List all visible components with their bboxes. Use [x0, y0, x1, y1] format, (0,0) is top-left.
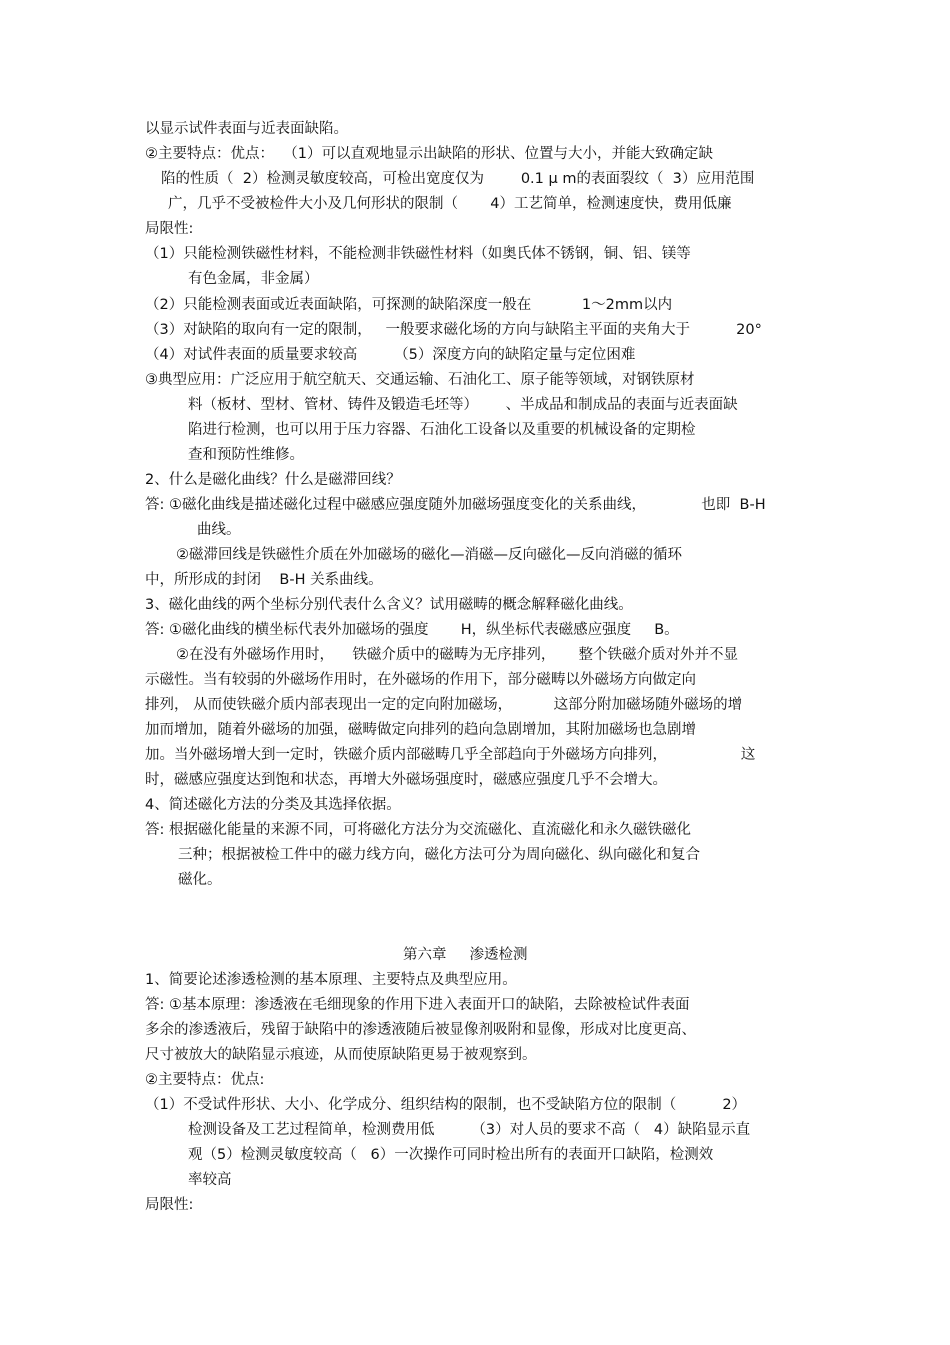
text-line: 中，所形成的封闭 B-H 关系曲线。: [145, 572, 383, 588]
text-line: 查和预防性维修。: [188, 447, 304, 463]
text-line: 加而增加，随着外磁场的加强，磁畴做定向排列的趋向急剧增加，其附加磁场也急剧增: [145, 722, 696, 738]
text-line: 有色金属，非金属）: [188, 271, 319, 287]
text-line: ②在没有外磁场作用时， 铁磁介质中的磁畴为无序排列， 整个铁磁介质对外并不显: [176, 647, 738, 663]
question-heading: 3、磁化曲线的两个坐标分别代表什么含义？试用磁畴的概念解释磁化曲线。: [145, 597, 633, 613]
text-line: 陷的性质（ 2）检测灵敏度较高，可检出宽度仅为 0.1 μ m的表面裂纹（ 3）应用范围: [161, 171, 755, 187]
text-line: （3）对缺陷的取向有一定的限制， 一般要求磁化场的方向与缺陷主平面的夹角大于 20°: [145, 322, 762, 338]
text-line: 率较高: [188, 1172, 232, 1188]
text-line: 排列， 从而使铁磁介质内部表现出一定的定向附加磁场， 这部分附加磁场随外磁场的增: [145, 697, 743, 713]
text-line: 加。当外磁场增大到一定时，铁磁介质内部磁畴几乎全部趋向于外磁场方向排列， 这: [145, 747, 756, 763]
chapter-heading: 第六章 渗透检测: [403, 947, 528, 963]
question-heading: 4、简述磁化方法的分类及其选择依据。: [145, 797, 401, 813]
text-line: 检测设备及工艺过程简单，检测费用低 （3）对人员的要求不高（ 4）缺陷显示直: [188, 1122, 751, 1138]
text-line: 三种；根据被检工件中的磁力线方向，磁化方法可分为周向磁化、纵向磁化和复合: [178, 847, 700, 863]
text-line: （1）不受试件形状、大小、化学成分、组织结构的限制，也不受缺陷方位的限制（ 2）: [145, 1097, 747, 1113]
text-line: （4）对试件表面的质量要求较高 （5）深度方向的缺陷定量与定位困难: [145, 347, 636, 363]
text-line: 局限性:: [145, 221, 194, 237]
text-line: 陷进行检测，也可以用于压力容器、石油化工设备以及重要的机械设备的定期检: [188, 422, 696, 438]
text-line: （2）只能检测表面或近表面缺陷，可探测的缺陷深度一般在 1～2mm以内: [145, 297, 673, 313]
text-line: ②磁滞回线是铁磁性介质在外加磁场的磁化—消磁—反向磁化—反向消磁的循环: [176, 547, 682, 563]
text-line: 局限性:: [145, 1197, 194, 1213]
text-line: 观（5）检测灵敏度较高（ 6）一次操作可同时检出所有的表面开口缺陷，检测效: [188, 1147, 714, 1163]
text-line: ③典型应用：广泛应用于航空航天、交通运输、石油化工、原子能等领域，对钢铁原材: [145, 372, 695, 388]
text-line: 答: 根据磁化能量的来源不同，可将磁化方法分为交流磁化、直流磁化和永久磁铁磁化: [145, 822, 691, 838]
text-line: 磁化。: [178, 872, 222, 888]
text-line: 答: ①基本原理：渗透液在毛细现象的作用下进入表面开口的缺陷，去除被检试件表面: [145, 997, 690, 1013]
text-line: 答: ①磁化曲线的横坐标代表外加磁场的强度 H，纵坐标代表磁感应强度 B。: [145, 622, 679, 638]
text-line: ②主要特点：优点:: [145, 1072, 265, 1088]
text-line: 广，几乎不受被检件大小及几何形状的限制（ 4）工艺简单，检测速度快，费用低廉: [168, 196, 732, 212]
text-line: 尺寸被放大的缺陷显示痕迹，从而使原缺陷更易于被观察到。: [145, 1047, 537, 1063]
text-line: 料（板材、型材、管材、铸件及锻造毛坯等） 、半成品和制成品的表面与近表面缺: [188, 397, 738, 413]
text-line: 多余的渗透液后，残留于缺陷中的渗透液随后被显像剂吸附和显像，形成对比度更高、: [145, 1022, 696, 1038]
question-heading: 1、简要论述渗透检测的基本原理、主要特点及典型应用。: [145, 972, 517, 988]
text-line: 答: ①磁化曲线是描述磁化过程中磁感应强度随外加磁场强度变化的关系曲线， 也即 B-H: [145, 497, 766, 513]
text-line: 曲线。: [197, 522, 241, 538]
text-line: 时，磁感应强度达到饱和状态，再增大外磁场强度时，磁感应强度几乎不会增大。: [145, 772, 667, 788]
text-line: 以显示试件表面与近表面缺陷。: [145, 121, 348, 137]
question-heading: 2、什么是磁化曲线？什么是磁滞回线？: [145, 472, 401, 488]
text-line: ②主要特点：优点： （1）可以直观地显示出缺陷的形状、位置与大小，并能大致确定缺: [145, 146, 713, 162]
text-line: 示磁性。当有较弱的外磁场作用时，在外磁场的作用下，部分磁畴以外磁场方向做定向: [145, 672, 696, 688]
text-line: （1）只能检测铁磁性材料，不能检测非铁磁性材料（如奥氏体不锈钢，铜、铝、镁等: [145, 246, 691, 262]
